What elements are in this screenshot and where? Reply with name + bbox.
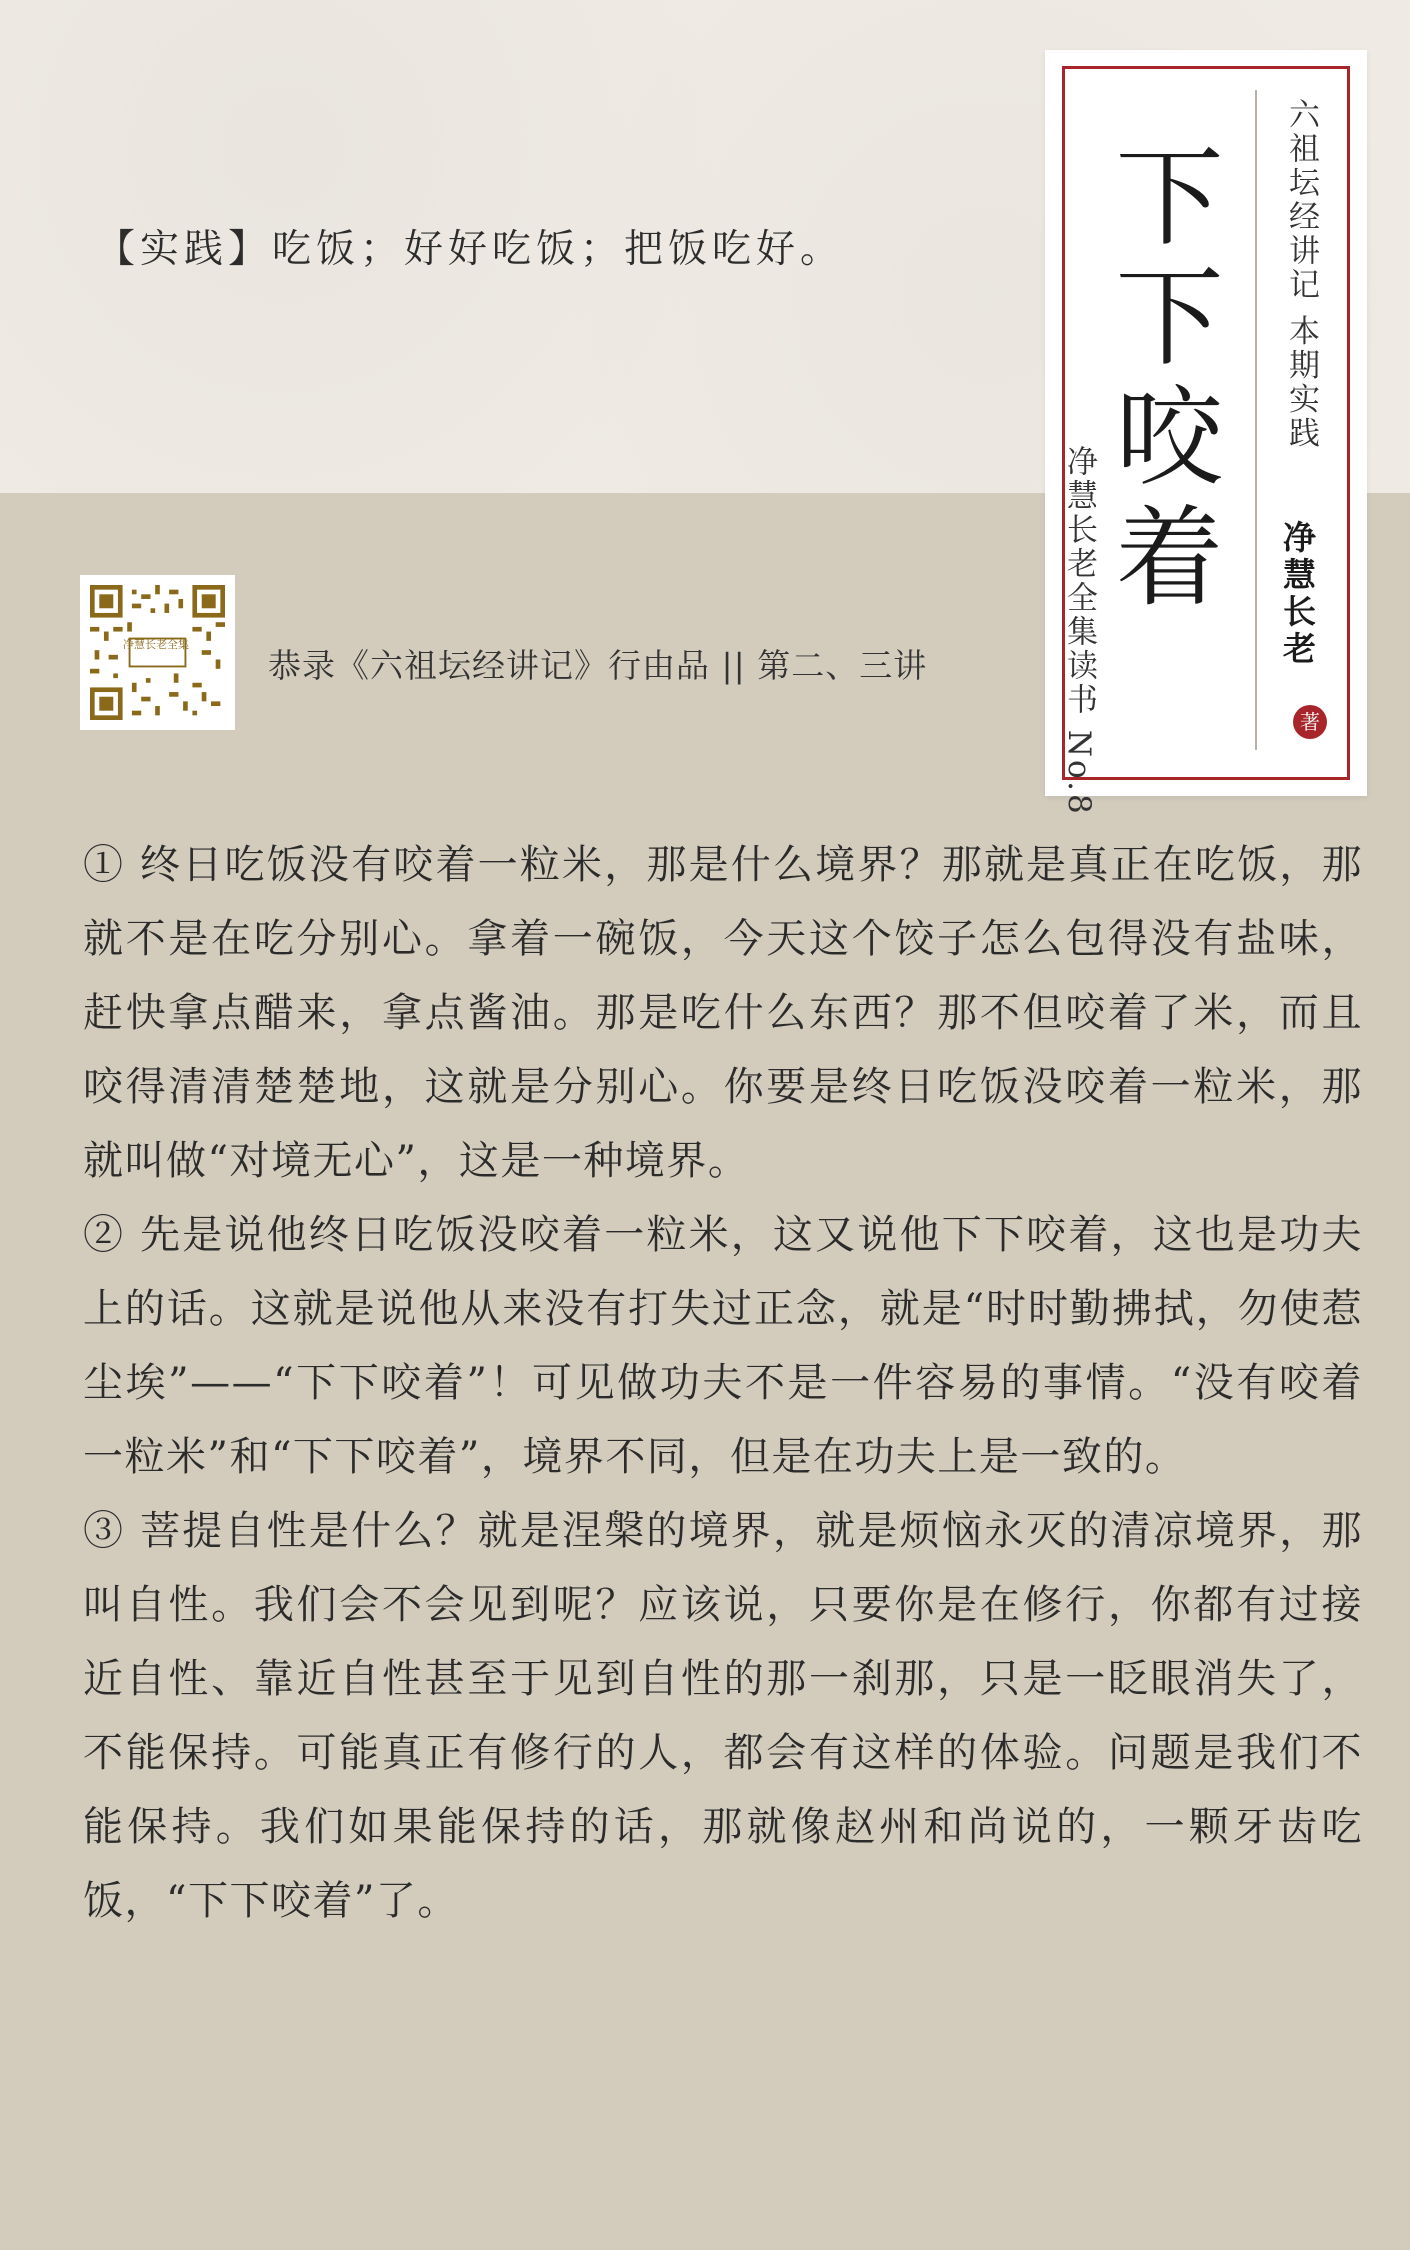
card-title: 下下咬着	[1097, 140, 1222, 620]
card-book-line: 六祖坛经讲记 本期实践	[1283, 98, 1319, 451]
practice-line: 【实践】吃饭；好好吃饭；把饭吃好。	[96, 227, 845, 272]
qr-caption: 净慧长老全集	[123, 638, 189, 651]
paragraph-3: ③ 菩提自性是什么？就是涅槃的境界，就是烦恼永灭的清凉境界，那叫自性。我们会不会见到呢？应该说，只要你是在修行，你都有过接近自性、靠近自性甚至于见到自性的那一刹那，只是一眨眼消失了，不能保持。可能真正有修行的人，都会有这样的体验。问题是我们不能保持。我们如果能保持的话，那就像赵州和尚说的，一颗牙齿吃饭，“下下咬着”了。	[83, 1508, 1363, 1924]
paragraph-1: ① 终日吃饭没有咬着一粒米，那是什么境界？那就是真正在吃饭，那就不是在吃分别心。拿着一碗饭，今天这个饺子怎么包得没有盐味，赶快拿点醋来，拿点酱油。那是吃什么东西？那不但咬着了米，而且咬得清清楚楚地，这就是分别心。你要是终日吃饭没咬着一粒米，那就叫做“对境无心”，这是一种境界。	[83, 842, 1363, 1184]
qr-code[interactable]	[80, 575, 235, 730]
card-author: 净慧长老	[1278, 520, 1317, 668]
qr-code-icon	[90, 585, 225, 720]
paragraph-2: ② 先是说他终日吃饭没咬着一粒米，这又说他下下咬着，这也是功夫上的话。这就是说他从来没有打失过正念，就是“时时勤拂拭，勿使惹尘埃”——“下下咬着”！可见做功夫不是一件容易的事情。“没有咬着一粒米”和“下下咬着”，境界不同，但是在功夫上是一致的。	[83, 1212, 1363, 1480]
card-series: 净慧长老全集读书 No.8	[1061, 445, 1097, 817]
card-divider	[1255, 90, 1257, 750]
seal-icon: 著	[1293, 705, 1327, 739]
body-text	[83, 828, 1363, 1938]
source-line: 恭录《六祖坛经讲记》行由品 || 第二、三讲	[268, 646, 928, 685]
title-card	[1045, 50, 1367, 817]
